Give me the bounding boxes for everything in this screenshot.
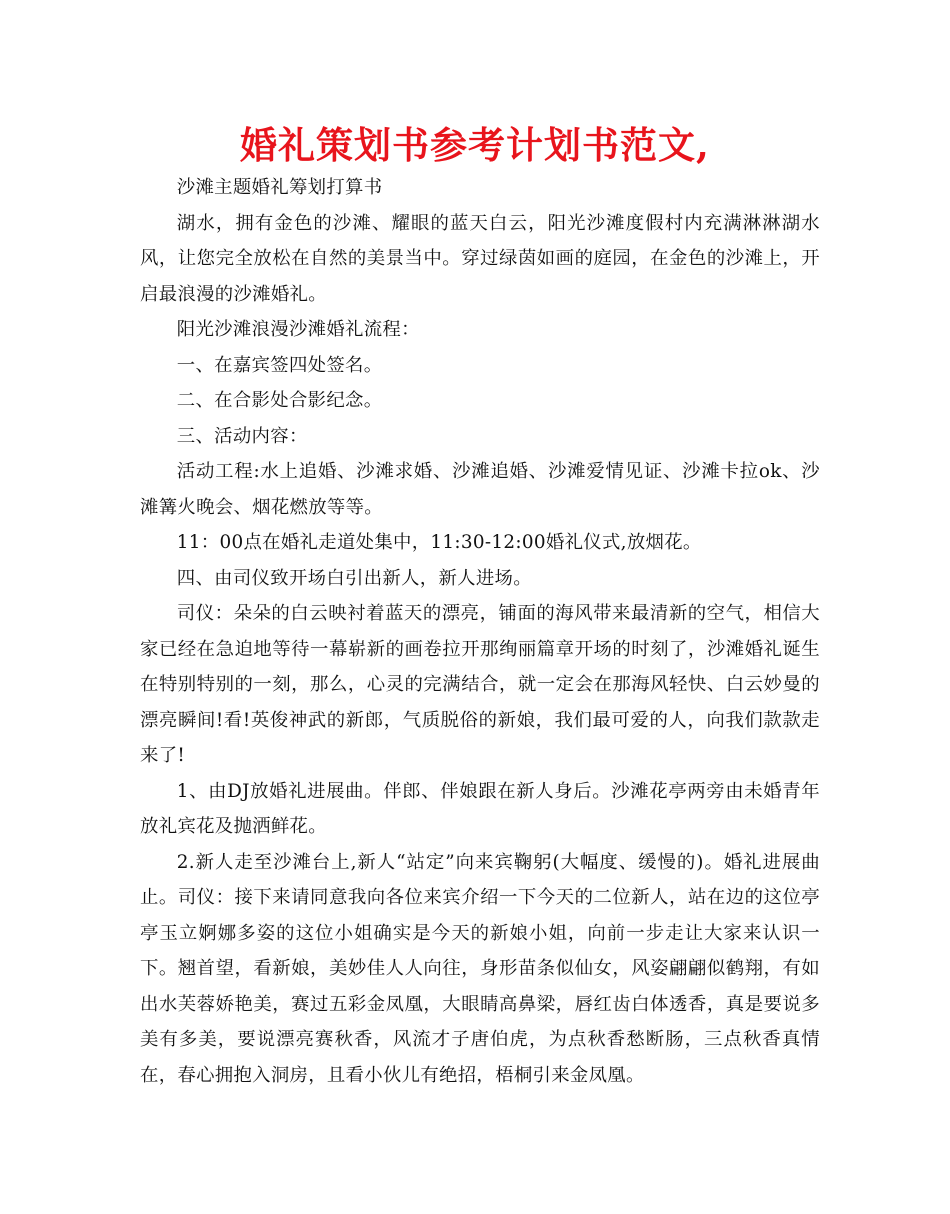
- paragraph-step-3: 三、活动内容：: [176, 425, 308, 447]
- paragraph-flow-heading: 阳光沙滩浪漫沙滩婚礼流程：: [176, 319, 420, 340]
- paragraph-activities: 活动工程:水上追婚、沙滩求婚、沙滩追婚、沙滩爱情见证、沙滩卡拉ok、沙滩篝火晚会、烟花燃放等等。: [140, 461, 820, 518]
- document-title: 婚礼策划书参考计划书范文,: [240, 123, 710, 167]
- paragraph-step-2: 二、在合影处合影纪念。: [176, 390, 383, 411]
- paragraph-schedule: 11：00点在婚礼走道处集中，11:30-12:00婚礼仪式,放烟花。: [176, 532, 702, 553]
- paragraph-step-1: 一、在嘉宾签四处签名。: [176, 354, 383, 376]
- paragraph-intro: 湖水，拥有金色的沙滩、耀眼的蓝天白云，阳光沙滩度假村内充满淋淋湖水风，让您完全放松在自然的美景当中。穿过绿茵如画的庭园，在金色的沙滩上，开启最浪漫的沙滩婚礼。: [140, 212, 820, 305]
- paragraph-host-speech: 司仪：朵朵的白云映衬着蓝天的漂亮，铺面的海风带来最清新的空气，相信大家已经在急迫地等待一幕崭新的画卷拉开那绚丽篇章开场的时刻了，沙滩婚礼诞生在特别特别的一刻，那么，心灵的完满结合，就一定会在那海风轻快、白云妙曼的漂亮瞬间!看!英俊神武的新郎，气质脱俗的新娘，我们最可爱的人，向我们款款走来了!: [140, 603, 820, 766]
- document-body: [140, 170, 820, 1093]
- paragraph-step-4: 四、由司仪致开场白引出新人，新人进场。: [176, 567, 532, 589]
- paragraph-dj-music: 1、由DJ放婚礼进展曲。伴郎、伴娘跟在新人身后。沙滩花亭两旁由未婚青年放礼宾花及抛洒鲜花。: [140, 780, 820, 837]
- paragraph-subtitle: 沙滩主题婚礼筹划打算书: [176, 177, 383, 198]
- paragraph-newlyweds: 2.新人走至沙滩台上,新人“站定”向来宾鞠躬(大幅度、缓慢的)。婚礼进展曲止。司仪：接下来请同意我向各位来宾介绍一下今天的二位新人，站在边的这位亭亭玉立婀娜多姿的这位小姐确实是今天的新娘小姐，向前一步走让大家来认识一下。翘首望，看新娘，美妙佳人人向往，身形苗条似仙女，风姿翩翩似鹤翔，有如出水芙蓉娇艳美，赛过五彩金凤凰，大眼睛高鼻梁，唇红齿白体透香，真是要说多美有多美，要说漂亮赛秋香，风流才子唐伯虎，为点秋香愁断肠，三点秋香真情在，春心拥抱入洞房，且看小伙儿有绝招，梧桐引来金凤凰。: [140, 851, 820, 1086]
